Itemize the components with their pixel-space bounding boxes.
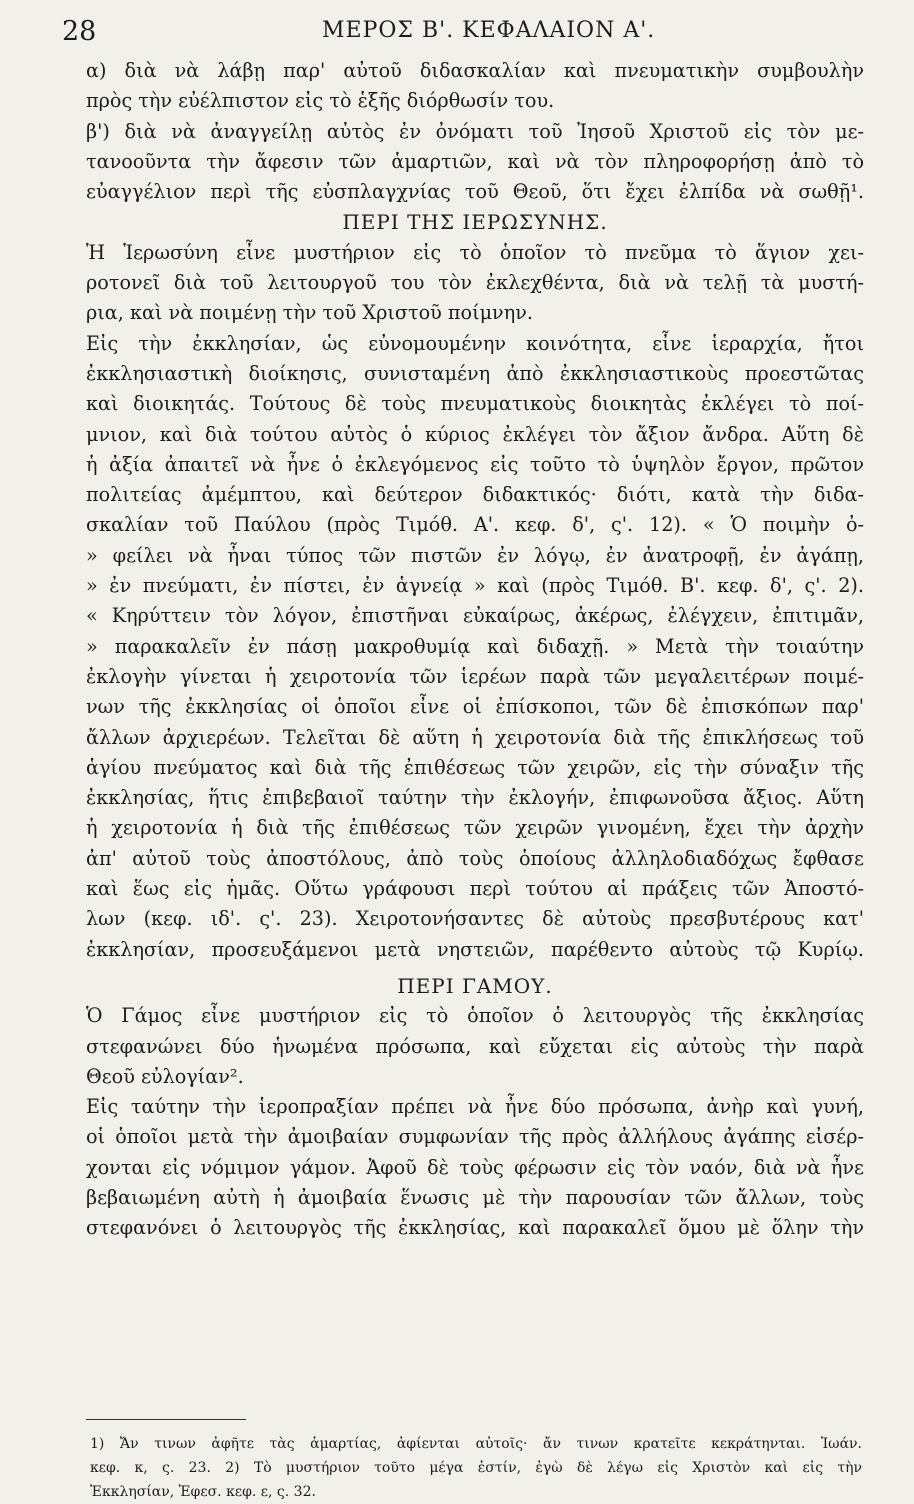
- page-number: 28: [62, 16, 97, 47]
- text-line: σκαλίαν τοῦ Παύλου (πρὸς Τιμόθ. Α'. κεφ. δ', ς'. 12). « Ὁ ποιμὴν ὀ-: [86, 513, 864, 537]
- section-heading-marriage: ΠΕΡΙ ΓΑΜΟΥ.: [397, 973, 553, 998]
- page-header: [62, 16, 854, 56]
- text-line: ἐκλογὴν γίνεται ἡ χειροτονία τῶν ἱερέων παρὰ τῶν μεγαλειτέρων ποιμέ-: [86, 664, 864, 688]
- text-line: πολιτείας ἀμέμπτου, καὶ δεύτερον διδακτικός· διότι, κατὰ τὴν διδα-: [86, 483, 864, 507]
- text-line: ἀπ' αὐτοῦ τοὺς ἀποστόλους, ἀπὸ τοὺς ὁποίους ἀλληλοδιαδόχως ἔφθασε: [86, 846, 864, 870]
- footnote-line: Ἐκκλησίαν, Ἐφεσ. κεφ. ε, ς. 32.: [90, 1484, 316, 1500]
- text-line: Ἡ Ἱερωσύνη εἶνε μυστήριον εἰς τὸ ὁποῖον τὸ πνεῦμα τὸ ἅγιον χει-: [86, 240, 864, 264]
- text-line: ροτονεῖ διὰ τοῦ λειτουργοῦ του τὸν ἐκλεχθέντα, διὰ νὰ τελῇ τὰ μυστή-: [86, 271, 864, 295]
- text-line: βεβαιωμένη αὐτὴ ἡ ἀμοιβαία ἕνωσις μὲ τὴν παρουσίαν τῶν ἄλλων, τοὺς: [86, 1185, 864, 1209]
- text-line: β') διὰ νὰ ἀναγγείλῃ αὐτὸς ἐν ὀνόματι τοῦ Ἰησοῦ Χριστοῦ εἰς τὸν με-: [86, 119, 864, 143]
- text-line: » φείλει νὰ ἦναι τύπος τῶν πιστῶν ἐν λόγῳ, ἐν ἀνατροφῇ, ἐν ἀγάπῃ,: [86, 543, 864, 567]
- text-line: ἡ ἀξία ἀπαιτεῖ νὰ ἦνε ὁ ἐκλεγόμενος εἰς τοῦτο τὸ ὑψηλὸν ἔργον, πρῶτον: [86, 452, 864, 476]
- running-head: ΜΕΡΟΣ Β'. ΚΕΦΑΛΑΙΟΝ Α'.: [322, 18, 656, 43]
- text-line: στεφανώνει δύο ἡνωμένα πρόσωπα, καὶ εὔχεται εἰς αὐτοὺς τὴν παρὰ: [86, 1034, 864, 1058]
- text-line: ρια, καὶ νὰ ποιμένῃ τὴν τοῦ Χριστοῦ ποίμνην.: [86, 301, 533, 325]
- text-line: μνιον, καὶ διὰ τούτου αὐτὸς ὁ κύριος ἐκλέγει τὸν ἄξιον ἄνδρα. Αὕτη δὲ: [86, 422, 864, 446]
- section-heading-priesthood: ΠΕΡΙ ΤΗΣ ΙΕΡΩΣΥΝΗΣ.: [342, 210, 608, 235]
- text-line: » παρακαλεῖν ἐν πάσῃ μακροθυμίᾳ καὶ διδαχῇ. » Μετὰ τὴν τοιαύτην: [86, 634, 864, 658]
- text-line: Εἰς ταύτην τὴν ἱεροπραξίαν πρέπει νὰ ἦνε δύο πρόσωπα, ἀνὴρ καὶ γυνή,: [86, 1095, 864, 1119]
- text-line: ἄλλων ἀρχιερέων. Τελεῖται δὲ αὕτη ἡ χειροτονία διὰ τῆς ἐπικλήσεως τοῦ: [86, 725, 864, 749]
- text-line: λων (κεφ. ιδ'. ς'. 23). Χειροτονήσαντες δὲ αὐτοὺς πρεσβυτέρους κατ': [86, 907, 864, 931]
- text-line: ἐκκλησίαν, προσευξάμενοι μετὰ νηστειῶν, παρέθεντο αὐτοὺς τῷ Κυρίῳ.: [86, 937, 864, 961]
- text-line: καὶ ἕως εἰς ἡμᾶς. Οὕτω γράφουσι περὶ τούτου αἱ πράξεις τῶν Ἀποστό-: [86, 877, 864, 901]
- text-line: νων τῆς ἐκκλησίας οἱ ὁποῖοι εἶνε οἱ ἐπίσκοποι, τῶν δὲ ἐπισκόπων παρ': [86, 695, 864, 719]
- text-line: καὶ διοικητάς. Τούτους δὲ τοὺς πνευματικοὺς διοικητὰς ἐκλέγει τὸ ποί-: [86, 392, 864, 416]
- text-line: « Κηρύττειν τὸν λόγον, ἐπιστῆναι εὐκαίρως, ἀκέρως, ἐλέγχειν, ἐπιτιμᾶν,: [86, 604, 864, 628]
- text-line: ἐκκλησιαστικὴ διοίκησις, συνισταμένη ἀπὸ ἐκκλησιαστικοὺς προεστῶτας: [86, 361, 864, 385]
- text-line: Ὁ Γάμος εἶνε μυστήριον εἰς τὸ ὁποῖον ὁ λειτουργὸς τῆς ἐκκλησίας: [86, 1004, 864, 1028]
- footnote-line: κεφ. κ, ς. 23. 2) Τὸ μυστήριον τοῦτο μέγα ἐστίν, ἐγὼ δὲ λέγω εἰς Χριστὸν καὶ εἰς τὴν: [90, 1460, 862, 1476]
- text-line: πρὸς τὴν εὐέλπιστον εἰς τὸ ἑξῆς διόρθωσίν του.: [86, 89, 555, 113]
- text-line: » ἐν πνεύματι, ἐν πίστει, ἐν ἁγνείᾳ » καὶ (πρὸς Τιμόθ. Β'. κεφ. δ', ς'. 2).: [86, 574, 864, 598]
- text-line: α) διὰ νὰ λάβῃ παρ' αὐτοῦ διδασκαλίαν καὶ πνευματικὴν συμβουλὴν: [86, 59, 864, 82]
- text-line: χονται εἰς νόμιμον γάμον. Ἀφοῦ δὲ τοὺς φέρωσιν εἰς τὸν ναόν, διὰ νὰ ἦνε: [86, 1155, 864, 1179]
- footnote-divider: [86, 1419, 246, 1420]
- text-line: ἡ χειροτονία ἡ διὰ τῆς ἐπιθέσεως τῶν χειρῶν γινομένη, ἔχει τὴν ἀρχὴν: [86, 816, 864, 840]
- text-line: τανοοῦντα τὴν ἄφεσιν τῶν ἁμαρτιῶν, καὶ νὰ τὸν πληροφορήσῃ ἀπὸ τὸ: [86, 149, 864, 173]
- body-text: [86, 56, 864, 1244]
- footnotes: [90, 1432, 862, 1504]
- text-line: Εἰς τὴν ἐκκλησίαν, ὡς εὐνομουμένην κοινότητα, εἶνε ἱεραρχία, ἤτοι: [86, 331, 864, 355]
- footnote-line: 1) Ἄν τινων ἀφῆτε τὰς ἁμαρτίας, ἀφίενται αὐτοῖς· ἄν τινων κρατεῖτε κεκράτηνται. Ἰωάν.: [90, 1436, 862, 1452]
- text-line: εὐαγγέλιον περὶ τῆς εὐσπλαγχνίας τοῦ Θεοῦ, ὅτι ἔχει ἐλπίδα νὰ σωθῇ¹.: [86, 180, 864, 204]
- text-line: ἁγίου πνεύματος καὶ διὰ τῆς ἐπιθέσεως τῶν χειρῶν, εἰς τὴν σύναξιν τῆς: [86, 755, 864, 779]
- text-line: οἱ ὁποῖοι μετὰ τὴν ἀμοιβαίαν συμφωνίαν τῆς πρὸς ἀλλήλους ἀγάπης εἰσέρ-: [86, 1125, 864, 1149]
- text-line: στεφανόνει ὁ λειτουργὸς τῆς ἐκκλησίας, καὶ παρακαλεῖ ὅμου μὲ ὅλην τὴν: [86, 1216, 864, 1240]
- text-line: Θεοῦ εὐλογίαν².: [86, 1064, 244, 1088]
- text-line: ἐκκλησίας, ἥτις ἐπιβεβαιοῖ ταύτην τὴν ἐκλογήν, ἐπιφωνοῦσα ἄξιος. Αὕτη: [86, 786, 864, 810]
